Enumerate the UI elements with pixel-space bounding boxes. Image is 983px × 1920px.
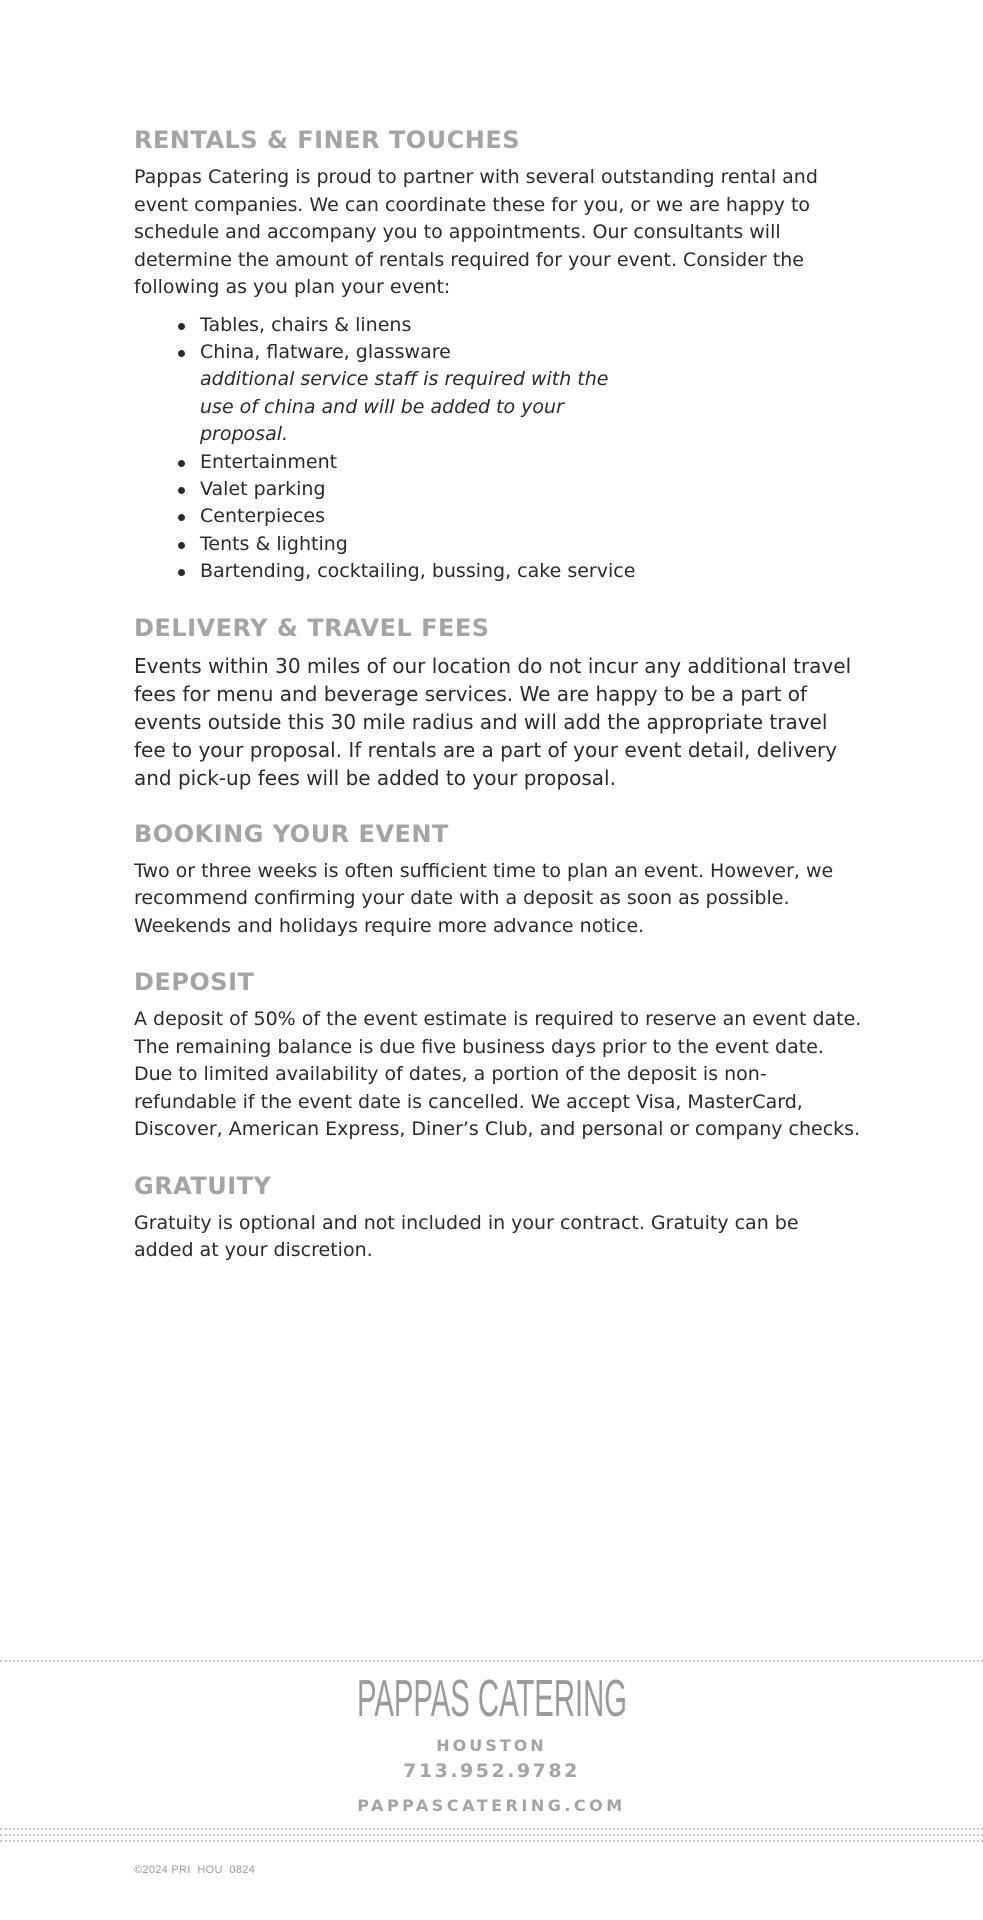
list-item <box>178 476 864 503</box>
footer-phone[interactable]: 713.952.9782 <box>403 1760 580 1782</box>
bullet-icon <box>178 323 185 330</box>
rentals-list <box>134 312 864 586</box>
bullet-icon <box>178 350 185 357</box>
logo-text: PAPPAS CATERING <box>356 1670 627 1728</box>
section-title-rentals: RENTALS & FINER TOUCHES <box>134 126 521 154</box>
delivery-body: Events within 30 miles of our location do not incur any additional travel fees for menu and beverage services. We are happy to be a part of events outside this 30 mile radius and will add the appropriate travel fee to your proposal. If rentals are a part of your event detail, delivery and pick-up fees will be added to your proposal. <box>134 653 852 790</box>
pappas-catering-logo <box>0 1670 983 1728</box>
booking-body: Two or three weeks is often sufficient time to plan an event. However, we recommend confirming your date with a deposit as soon as possible. Weekends and holidays require more advance notice. <box>134 859 834 937</box>
bullet-icon <box>178 569 185 576</box>
section-delivery <box>134 614 864 792</box>
list-item-label: Centerpieces <box>200 505 326 528</box>
section-title-delivery: DELIVERY & TRAVEL FEES <box>134 613 490 642</box>
footer-divider-bottom-2 <box>0 1834 983 1836</box>
gratuity-body: Gratuity is optional and not included in your contract. Gratuity can be added at your discretion. <box>134 1211 799 1262</box>
section-title-gratuity: GRATUITY <box>134 1171 272 1200</box>
section-rentals <box>134 126 864 586</box>
copyright-text: ©2024 PRI HOU 0824 <box>134 1864 256 1876</box>
bullet-icon <box>178 542 185 549</box>
footer-divider-top <box>0 1660 983 1662</box>
list-item <box>178 449 864 476</box>
section-title-deposit: DEPOSIT <box>134 968 255 997</box>
bullet-icon <box>178 514 185 521</box>
list-item-label: Tables, chairs & linens <box>200 313 412 336</box>
list-item <box>178 339 864 449</box>
section-title-booking: BOOKING YOUR EVENT <box>134 819 449 848</box>
section-booking <box>134 820 864 941</box>
list-item-label: Bartending, cocktailing, bussing, cake service <box>200 560 636 583</box>
list-item-label: Valet parking <box>200 477 326 500</box>
main-content <box>134 126 864 1293</box>
footer-city: HOUSTON <box>436 1736 547 1755</box>
list-item-label: Entertainment <box>200 450 338 473</box>
bullet-icon <box>178 487 185 494</box>
rentals-body: Pappas Catering is proud to partner with several outstanding rental and event companies. We can coordinate these for you, or we are happy to schedule and accompany you to appointments. Our consultants will determine the amount of rentals required for your event. Consider the following as you plan your event: <box>134 166 818 298</box>
list-item-label: Tents & lighting <box>200 532 348 555</box>
list-item <box>178 558 864 585</box>
footer-website-link[interactable]: PAPPASCATERING.COM <box>357 1796 626 1815</box>
list-item <box>178 312 864 339</box>
list-item <box>178 503 864 530</box>
list-item-note: additional service staff is required with the use of china and will be added to your proposal. <box>200 368 609 446</box>
deposit-body: A deposit of 50% of the event estimate is required to reserve an event date. The remaining balance is due five business days prior to the event date. Due to limited availability of dates, a portion of the deposit is non-refundable if the event date is cancelled. We accept Visa, MasterCard, Discover, American Express, Diner’s Club, and personal or company checks. <box>134 1008 862 1141</box>
list-item <box>178 531 864 558</box>
footer-divider-bottom-3 <box>0 1840 983 1842</box>
bullet-icon <box>178 460 185 467</box>
section-deposit <box>134 968 864 1144</box>
section-gratuity <box>134 1172 864 1265</box>
list-item-label: China, flatware, glassware <box>200 340 451 363</box>
footer-divider-bottom-1 <box>0 1828 983 1830</box>
